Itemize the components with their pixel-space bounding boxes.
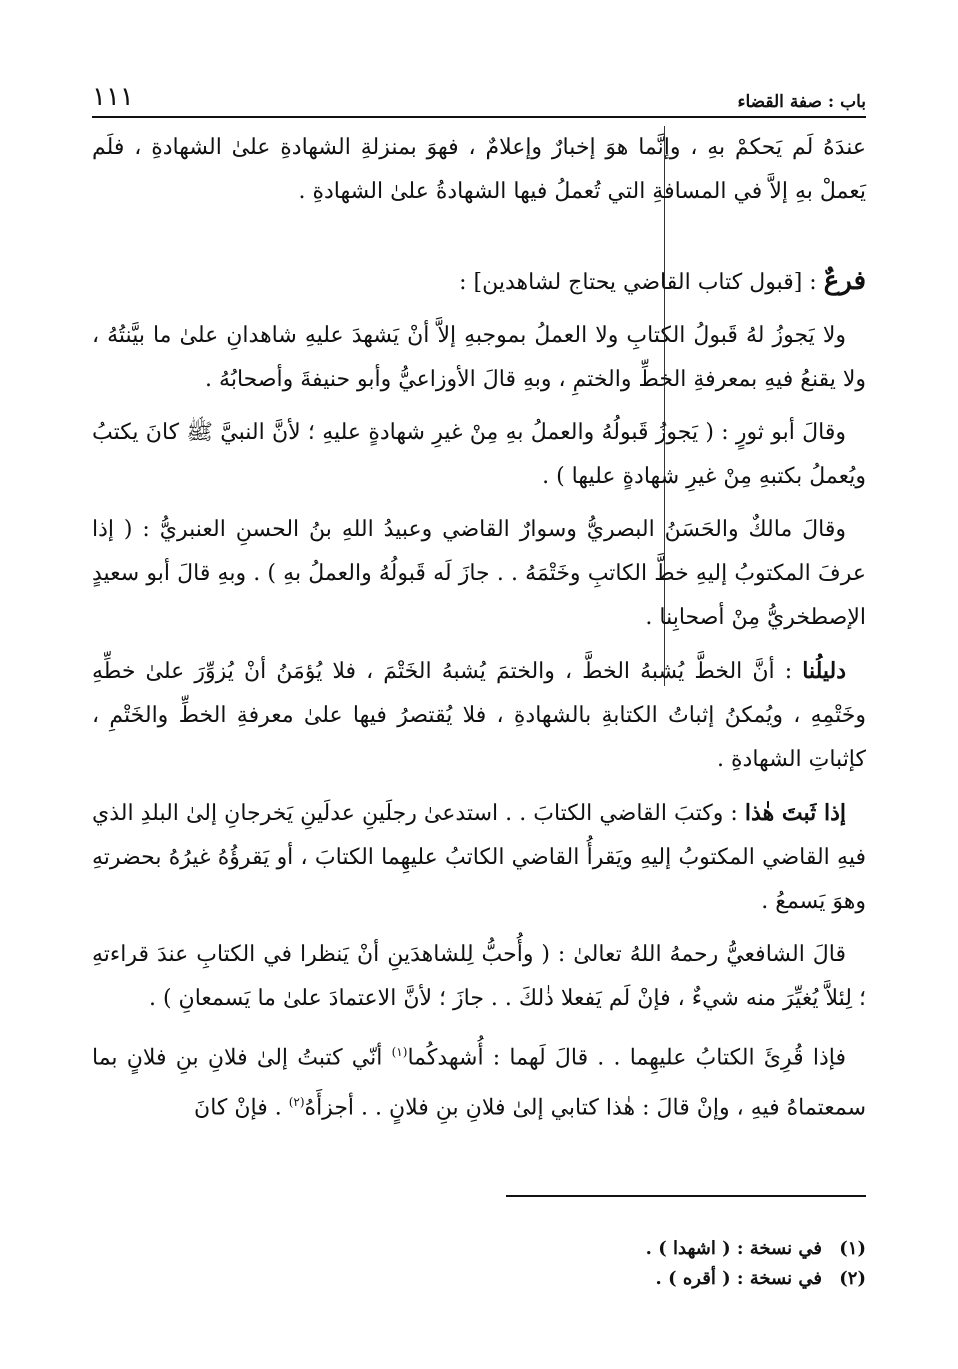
section-gap: [92, 223, 866, 259]
paragraph-8-part-b: أنّي كتبتُ إلىٰ فلانِ بنِ فلانٍ بما سمعتماهُ فيهِ ، وإنْ قالَ : هٰذا كتابي إلىٰ فلانِ بنِ فلانٍ . . أجزأَهُ: [92, 1045, 866, 1121]
paragraph-8: [92, 1030, 866, 1131]
footnote-number: (١): [839, 1238, 866, 1259]
paragraph-3: وقالَ أبو ثورٍ : ( يَجوزُ قَبولُهُ والعملُ بهِ مِنْ غيرِ شهادةٍ عليهِ ؛ لأنَّ النبيَّ ﷺ كانَ يكتبُ ويُعملُ بكتبهِ مِنْ غيرِ شهادةٍ عليها ) .: [92, 420, 866, 489]
page-header: [92, 82, 866, 118]
paragraph-8-part-a: فإذا قُرِئَ الكتابُ عليهِما . . قالَ لَهما : أُشهدكُما: [407, 1045, 847, 1071]
footnote-ref-2[interactable]: (٢): [288, 1095, 305, 1110]
paragraph-6-text: : وكتبَ القاضي الكتابَ . . استدعىٰ رجلَينِ عدلَينِ يَخرجانِ إلىٰ البلدِ الذي فيهِ القاضي المكتوبُ إليهِ ويَقرأُ القاضي الكاتبُ عليهِما الكتابَ ، أو يَقرؤُهُ غيرُهُ بحضرتهِ وهوَ يَسمعُ .: [92, 801, 866, 914]
section-heading: [92, 259, 866, 305]
page-number: ١١١: [92, 82, 134, 112]
main-text: [92, 126, 866, 1140]
footnote-1: [92, 1234, 866, 1264]
paragraph-1: عندَهُ لَم يَحكمْ بهِ ، وإنَّما هوَ إخبارٌ وإعلامٌ ، فهوَ بمنزلةِ الشهادةِ علىٰ الشهادةِ ، فلَم يَعملْ بهِ إلاَّ في المسافةِ التي تُعملُ فيها الشهادةُ علىٰ الشهادةِ .: [92, 135, 866, 204]
paragraph-6: [92, 791, 866, 924]
running-head: باب : صفة القضاء: [737, 92, 866, 112]
footnote-ref-1[interactable]: (١): [391, 1045, 408, 1059]
paragraph-4: وقالَ مالكٌ والحَسَنُ البصريُّ وسوارٌ القاضي وعبيدُ اللهِ بنُ الحسنِ العنبريُّ : ( إذا عرفَ المكتوبُ إليهِ خطَّ الكاتبِ وخَتْمَهُ . . جازَ لَه قَبولُهُ والعملُ بهِ ) . وبهِ قالَ أبو سعيدٍ الإصطخريُّ مِنْ أصحابِنا .: [92, 517, 866, 630]
footnote-text: في نسخة : ( أقره ) .: [655, 1268, 822, 1289]
paragraph-8-part-c: . فإنْ كانَ: [194, 1095, 289, 1121]
footnotes: [92, 1234, 866, 1294]
paragraph-5-text: : أنَّ الخطَّ يُشبهُ الخطَّ ، والختمَ يُشبهُ الخَتْمَ ، فلا يُؤمَنُ أنْ يُزوِّرَ علىٰ خطِّهِ وخَتْمِهِ ، ويُمكنُ إثباتُ الكتابةِ بالشهادةِ ، فلا يُقتصرُ فيها علىٰ معرفةِ الخطِّ والخَتْمِ ، كإثباتِ الشهادةِ .: [92, 659, 866, 772]
paragraph-2: ولا يَجوزُ لهُ قَبولُ الكتابِ ولا العملُ بموجبهِ إلاَّ أنْ يَشهدَ عليهِ شاهدانِ علىٰ ما بيَّنتُهُ ، ولا يقنعُ فيهِ بمعرفةِ الخطِّ والختمِ ، وبهِ قالَ الأوزاعيُّ وأبو حنيفةَ وأصحابُهُ .: [92, 323, 866, 392]
far-title: فرعٌ: [823, 266, 866, 296]
footnote-number: (٢): [839, 1268, 866, 1289]
paragraph-7: قالَ الشافعيُّ رحمهُ اللهُ تعالىٰ : ( وأُحبُّ لِلشاهدَينِ أنْ يَنظرا في الكتابِ عندَ قراءتهِ ؛ لِئلاَّ يُغيِّرَ منه شيءٌ ، فإنْ لَم يَفعلا ذٰلكَ . . جازَ ؛ لأنَّ الاعتمادَ علىٰ ما يَسمعانِ ) .: [92, 942, 866, 1011]
paragraph-6-lead: إذا ثَبتَ هٰذا: [744, 800, 846, 826]
paragraph-5: [92, 649, 866, 782]
paragraph-5-lead: دليلُنا: [802, 658, 846, 684]
footnote-2: [92, 1264, 866, 1294]
footnote-separator: [506, 1195, 866, 1197]
footnote-text: في نسخة : ( اشهدا ) .: [645, 1238, 822, 1259]
far-subtitle: : [قبول كتاب القاضي يحتاج لشاهدين] :: [459, 270, 824, 295]
